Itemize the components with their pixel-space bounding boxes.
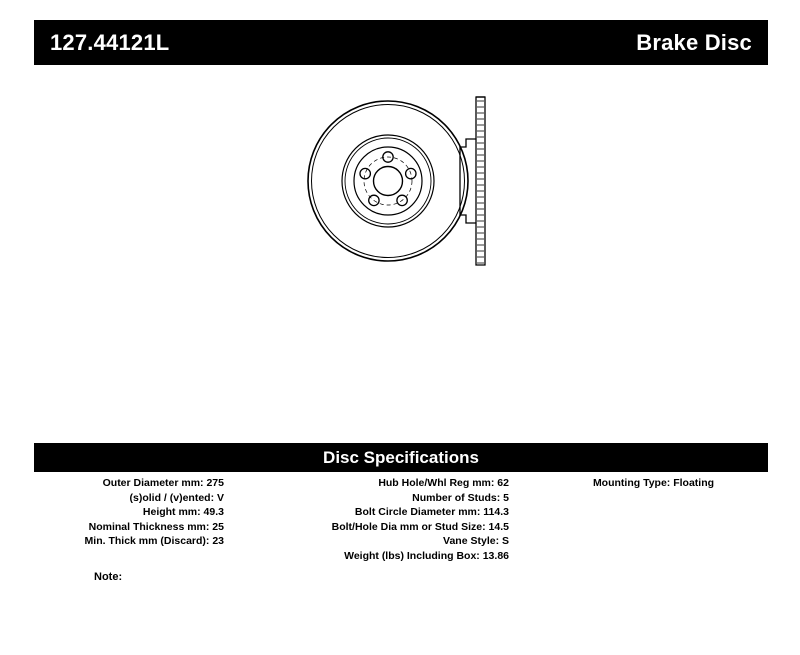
disc-specifications-body [34, 476, 768, 596]
stud-holes [360, 152, 416, 206]
disc-specifications-header [34, 443, 768, 472]
vane-hatching [477, 101, 484, 263]
disc-specifications-title: Disc Specifications [323, 448, 479, 467]
spec-item: Hub Hole/Whl Reg mm: 62 [378, 477, 509, 489]
spec-item: Outer Diameter mm: 275 [102, 477, 224, 489]
spec-item: Nominal Thickness mm: 25 [88, 520, 224, 533]
rotor-edge-view [460, 97, 485, 265]
spec-item: Min. Thick mm (Discard): 23 [84, 535, 224, 548]
rotor-face-view [308, 101, 468, 261]
spec-column-middle [249, 476, 509, 564]
brake-disc-svg [280, 85, 580, 285]
spec-column-left [34, 476, 224, 549]
note-label: Note: [94, 571, 123, 583]
spec-item: Vane Style: S [443, 535, 509, 548]
spec-item: Height mm: 49.3 [142, 506, 224, 519]
spec-item: Bolt Circle Diameter mm: 114.3 [354, 506, 509, 519]
header-bar [34, 20, 768, 65]
spec-column-right [539, 476, 768, 491]
spec-item: Mounting Type: Floating [592, 477, 715, 489]
spec-item: Bolt/Hole Dia mm or Stud Size: 14.5 [331, 520, 509, 533]
product-type-label: Brake Disc [636, 29, 752, 55]
part-number-label: 127.44121L [50, 29, 170, 55]
spec-item: (s)olid / (v)ented: V [129, 491, 224, 504]
spec-item: Number of Studs: 5 [412, 491, 509, 504]
brake-disc-drawing [280, 85, 580, 285]
spec-item: Weight (lbs) Including Box: 13.86 [344, 549, 509, 562]
